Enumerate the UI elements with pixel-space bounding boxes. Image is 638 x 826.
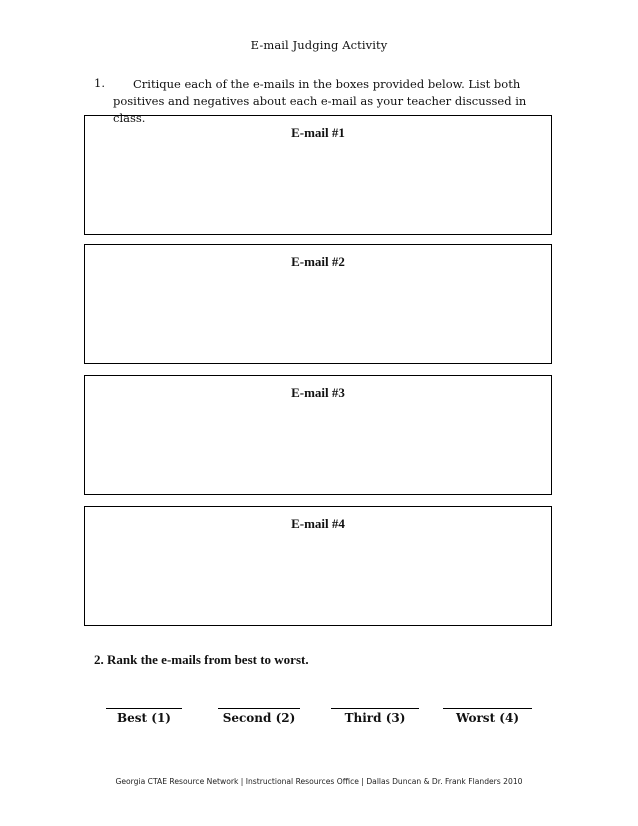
question-1-text: Critique each of the e-mails in the boxes provided below. List both positives and negatives about each e-mail as your teacher discussed in class. bbox=[113, 77, 527, 125]
rank-blank-line[interactable] bbox=[443, 708, 532, 709]
rank-third[interactable] bbox=[331, 708, 419, 725]
email-box-1[interactable] bbox=[84, 115, 552, 235]
email-box-4[interactable] bbox=[84, 506, 552, 626]
email-box-label: E-mail #2 bbox=[291, 254, 345, 269]
question-2-text: 2. Rank the e-mails from best to worst. bbox=[94, 652, 309, 667]
email-box-3[interactable] bbox=[84, 375, 552, 495]
rank-label: Worst (4) bbox=[455, 711, 519, 725]
rank-label: Second (2) bbox=[222, 711, 296, 725]
rank-worst[interactable] bbox=[443, 708, 532, 725]
rank-blank-line[interactable] bbox=[218, 708, 300, 709]
page-footer: Georgia CTAE Resource Network | Instructional Resources Office | Dallas Duncan & Dr. Frank Flanders 2010 bbox=[115, 777, 523, 786]
rank-second[interactable] bbox=[218, 708, 300, 725]
question-1-number: 1. bbox=[94, 76, 105, 90]
email-box-label: E-mail #3 bbox=[291, 385, 345, 400]
page-title: E-mail Judging Activity bbox=[250, 38, 388, 52]
rank-blank-line[interactable] bbox=[106, 708, 182, 709]
email-box-2[interactable] bbox=[84, 244, 552, 364]
rank-label: Best (1) bbox=[117, 711, 171, 725]
email-box-label: E-mail #1 bbox=[291, 125, 345, 140]
rank-blank-line[interactable] bbox=[331, 708, 419, 709]
rank-label: Third (3) bbox=[344, 711, 406, 725]
email-box-label: E-mail #4 bbox=[291, 516, 345, 531]
rank-best[interactable] bbox=[106, 708, 182, 725]
